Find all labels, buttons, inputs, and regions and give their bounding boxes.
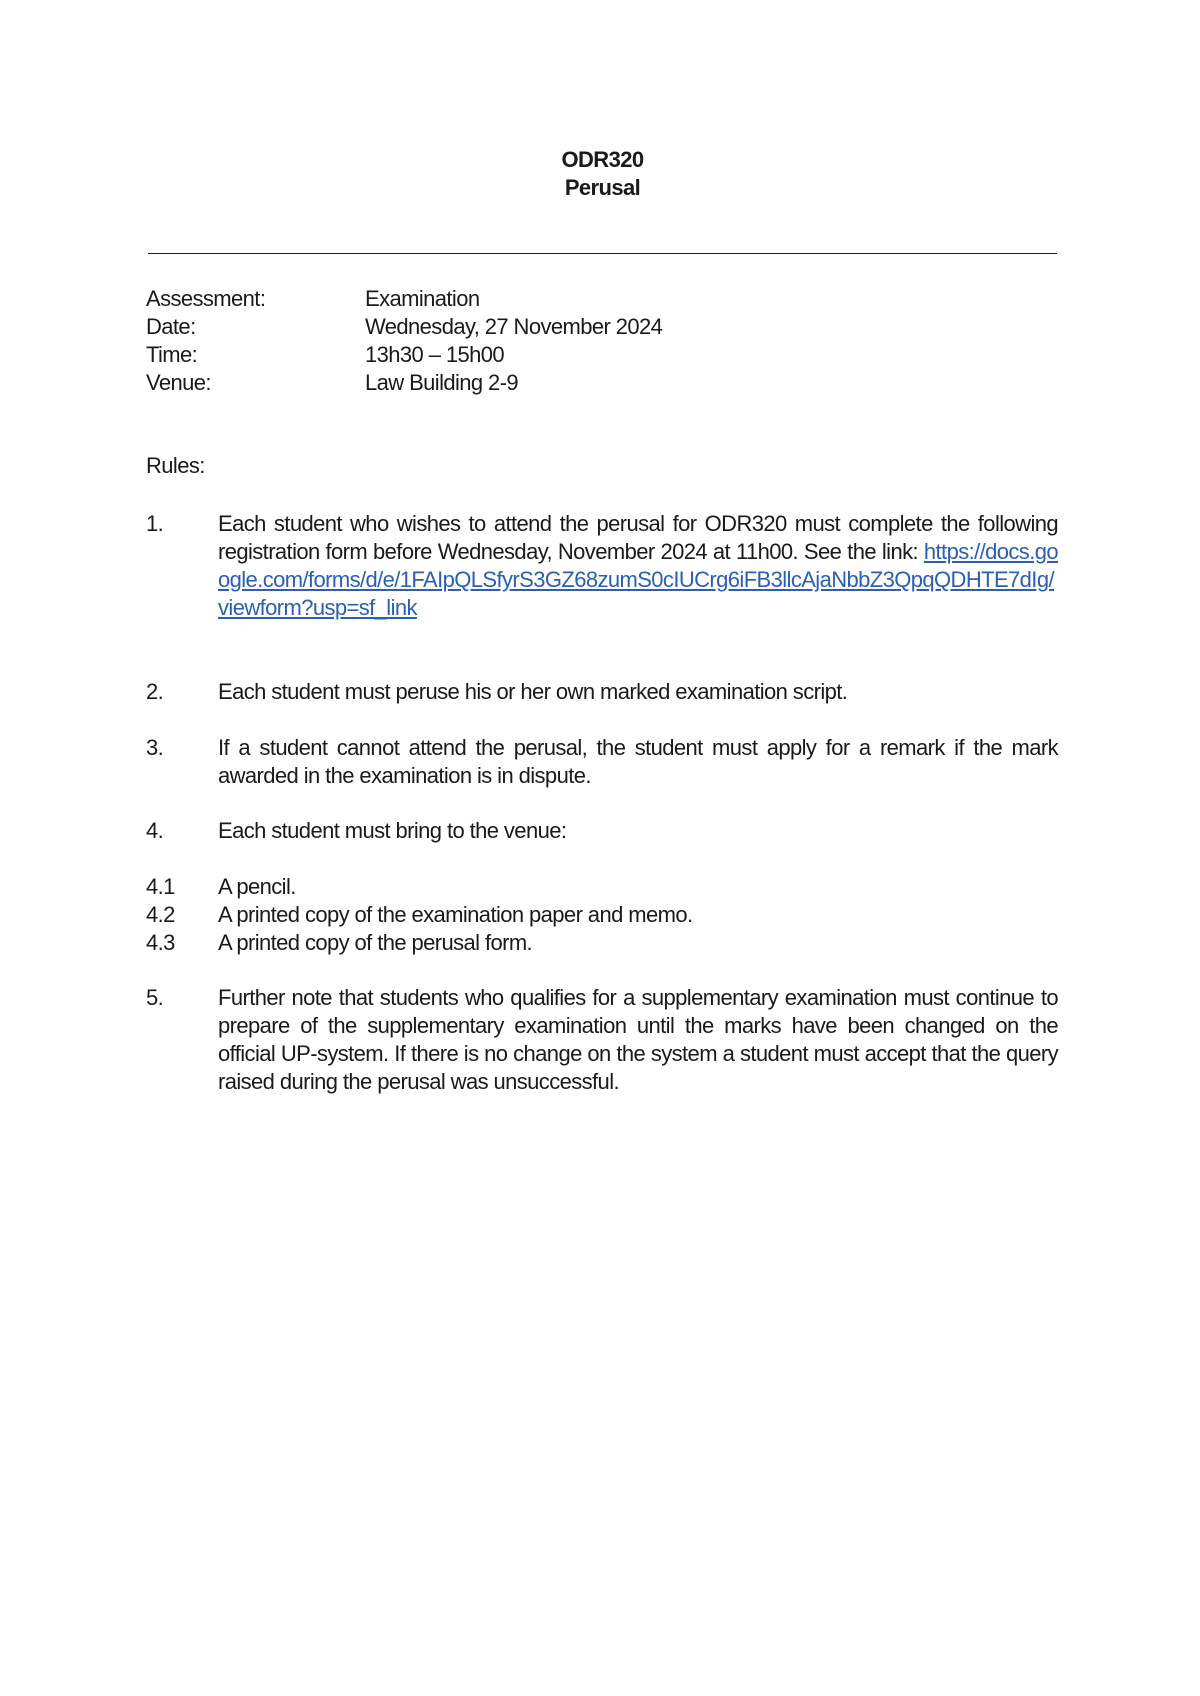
rule-text: Further note that students who qualifies for a supplementary examination must continue to prepare of the supplementary examination until the marks have been changed on the official UP-system. If there is no change on the system a student must accept that the query raised during the perusal was unsuccessful. [218, 985, 1058, 1094]
rule-text: A pencil. [218, 874, 296, 899]
rule-text: If a student cannot attend the perusal, the student must apply for a remark if the mark awarded in the examination is in dispute. [218, 735, 1058, 788]
document-title: Perusal [564, 175, 641, 200]
rule-item-4 [146, 817, 1058, 845]
course-code: ODR320 [561, 147, 644, 172]
detail-row-venue [146, 369, 662, 397]
rule-body [218, 510, 1058, 622]
horizontal-divider [148, 253, 1057, 254]
detail-value: Law Building 2-9 [365, 370, 519, 395]
rule-number: 4.1 [146, 874, 175, 899]
rule-text: Each student must peruse his or her own marked examination script. [218, 679, 848, 704]
rule-text: A printed copy of the examination paper and memo. [218, 902, 693, 927]
rule-item-3 [146, 734, 1058, 790]
rule-item-4-2 [146, 901, 1058, 929]
rule-number: 2. [146, 679, 164, 704]
rule-number: 4.2 [146, 902, 175, 927]
detail-label: Venue: [146, 370, 211, 395]
rule-number: 3. [146, 735, 164, 760]
detail-label: Assessment: [146, 286, 266, 311]
rule-item-5 [146, 984, 1058, 1096]
detail-value: 13h30 – 15h00 [365, 342, 505, 367]
detail-row-time [146, 341, 662, 369]
rule-number: 5. [146, 985, 164, 1010]
rule-item-1 [146, 510, 1058, 622]
detail-row-assessment [146, 285, 662, 313]
rule-text: Each student who wishes to attend the perusal for ODR320 must complete the following registration form before Wednesday, November 2024 at 11h00. See the link: [218, 511, 1058, 564]
rule-number: 4. [146, 818, 164, 843]
assessment-details [146, 285, 662, 397]
rule-text: A printed copy of the perusal form. [218, 930, 533, 955]
rule-item-4-3 [146, 929, 1058, 957]
rule-text: Each student must bring to the venue: [218, 818, 567, 843]
detail-label: Time: [146, 342, 198, 367]
rules-heading: Rules: [146, 453, 205, 478]
detail-value: Wednesday, 27 November 2024 [365, 314, 663, 339]
detail-label: Date: [146, 314, 196, 339]
detail-row-date [146, 313, 662, 341]
rule-item-2 [146, 678, 1058, 706]
rule-number: 4.3 [146, 930, 175, 955]
rule-item-4-1 [146, 873, 1058, 901]
detail-value: Examination [365, 286, 480, 311]
rule-number: 1. [146, 511, 164, 536]
document-header [148, 146, 1057, 202]
registration-form-link[interactable]: https://docs.google.com/forms/d/e/1FAIpQLSfyrS3GZ68zumS0cIUCrg6iFB3llcAjaNbbZ3QpqQDHTE7dIg/viewform?usp=sf_link [218, 539, 1058, 620]
